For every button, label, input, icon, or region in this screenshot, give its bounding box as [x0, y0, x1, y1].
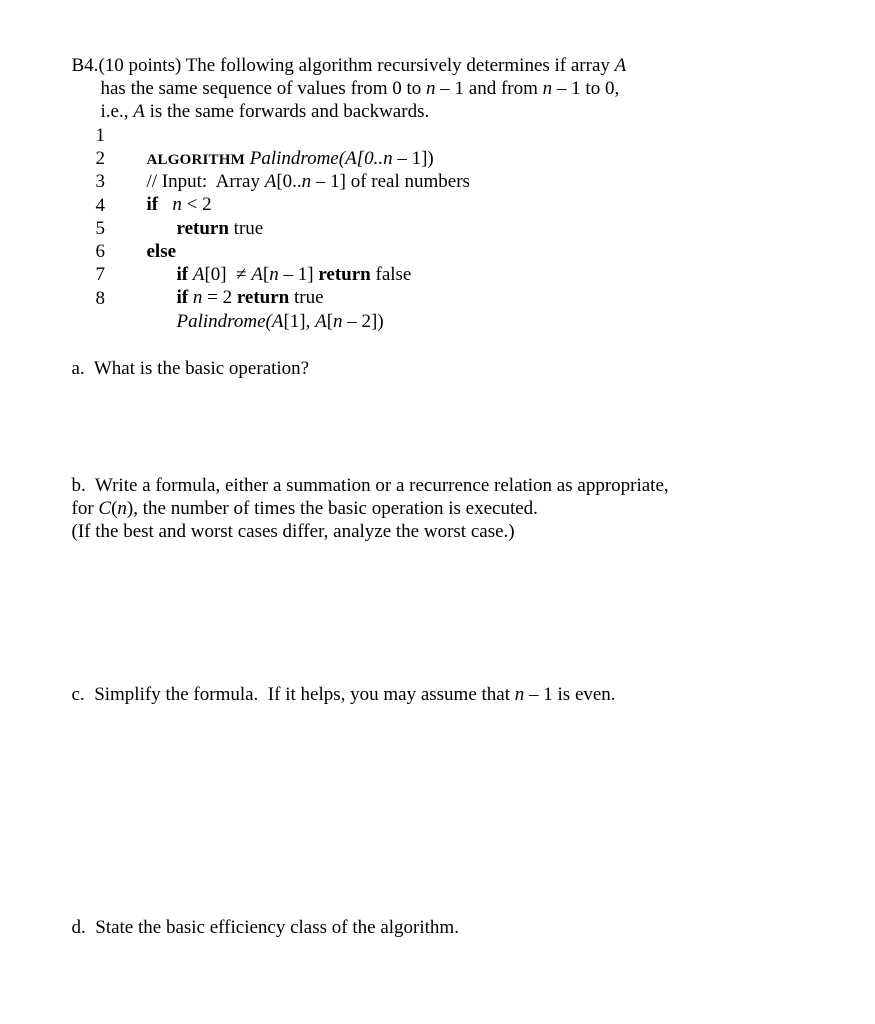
algorithm-line-1: ALGORITHM Palindrome(A[0..n – 1]): [146, 148, 434, 169]
return-keyword: return: [176, 218, 229, 239]
question-label: d.: [71, 917, 86, 938]
line-number: 4: [95, 195, 105, 216]
problem-label: B4.: [71, 55, 99, 76]
if-keyword: if: [146, 194, 159, 215]
question-a: [62, 334, 309, 380]
line-number: 6: [95, 241, 105, 262]
algorithm-line-4: return true: [176, 218, 264, 239]
question-b-line-2: for C(n), the number of times the basic operation is executed.: [71, 498, 538, 519]
algorithm-line-7: if n = 2 return true: [176, 287, 324, 308]
question-c: c. Simplify the formula. If it helps, you may assume that n – 1 is even.: [71, 684, 616, 705]
array-variable: A: [614, 55, 627, 76]
algorithm-keyword: ALGORITHM: [146, 152, 245, 168]
algorithm-line-2: // Input: Array A[0..n – 1] of real numbers: [146, 171, 470, 192]
line-number: 5: [95, 218, 105, 239]
algorithm-line-8: Palindrome(A[1], A[n – 2]): [176, 311, 384, 332]
problem-points: (10 points): [98, 55, 182, 76]
line-number: 2: [95, 148, 105, 169]
algorithm-line-6: if A[0] ≠ A[n – 1] return false: [176, 264, 412, 285]
question-label: c.: [71, 684, 85, 705]
problem-intro-text: The following algorithm recursively determines if array: [181, 55, 615, 76]
question-b-line-3: (If the best and worst cases differ, analyze the worst case.): [71, 521, 515, 542]
question-text: What is the basic operation?: [93, 358, 310, 379]
line-number: 8: [95, 288, 105, 309]
recursive-call: Palindrome(A: [176, 311, 284, 332]
input-comment: // Input: Array: [146, 171, 265, 192]
problem-header-line-2: has the same sequence of values from 0 to n – 1 and from n – 1 to 0,: [100, 78, 620, 99]
problem-header-line-3: i.e., A is the same forwards and backwards.: [100, 101, 430, 122]
algorithm-name: Palindrome(A[0..n: [244, 148, 393, 169]
else-keyword: else: [146, 241, 177, 262]
question-text: State the basic efficiency class of the algorithm.: [95, 917, 459, 938]
line-number: 1: [95, 125, 105, 146]
line-number: 3: [95, 171, 105, 192]
algorithm-line-3: if n < 2: [146, 194, 212, 215]
line-number: 7: [95, 264, 105, 285]
question-label: b.: [71, 475, 86, 496]
question-text: Write a formula, either a summation or a recurrence relation as appropriate,: [94, 475, 669, 496]
question-d: [62, 893, 459, 939]
question-label: a.: [71, 358, 85, 379]
